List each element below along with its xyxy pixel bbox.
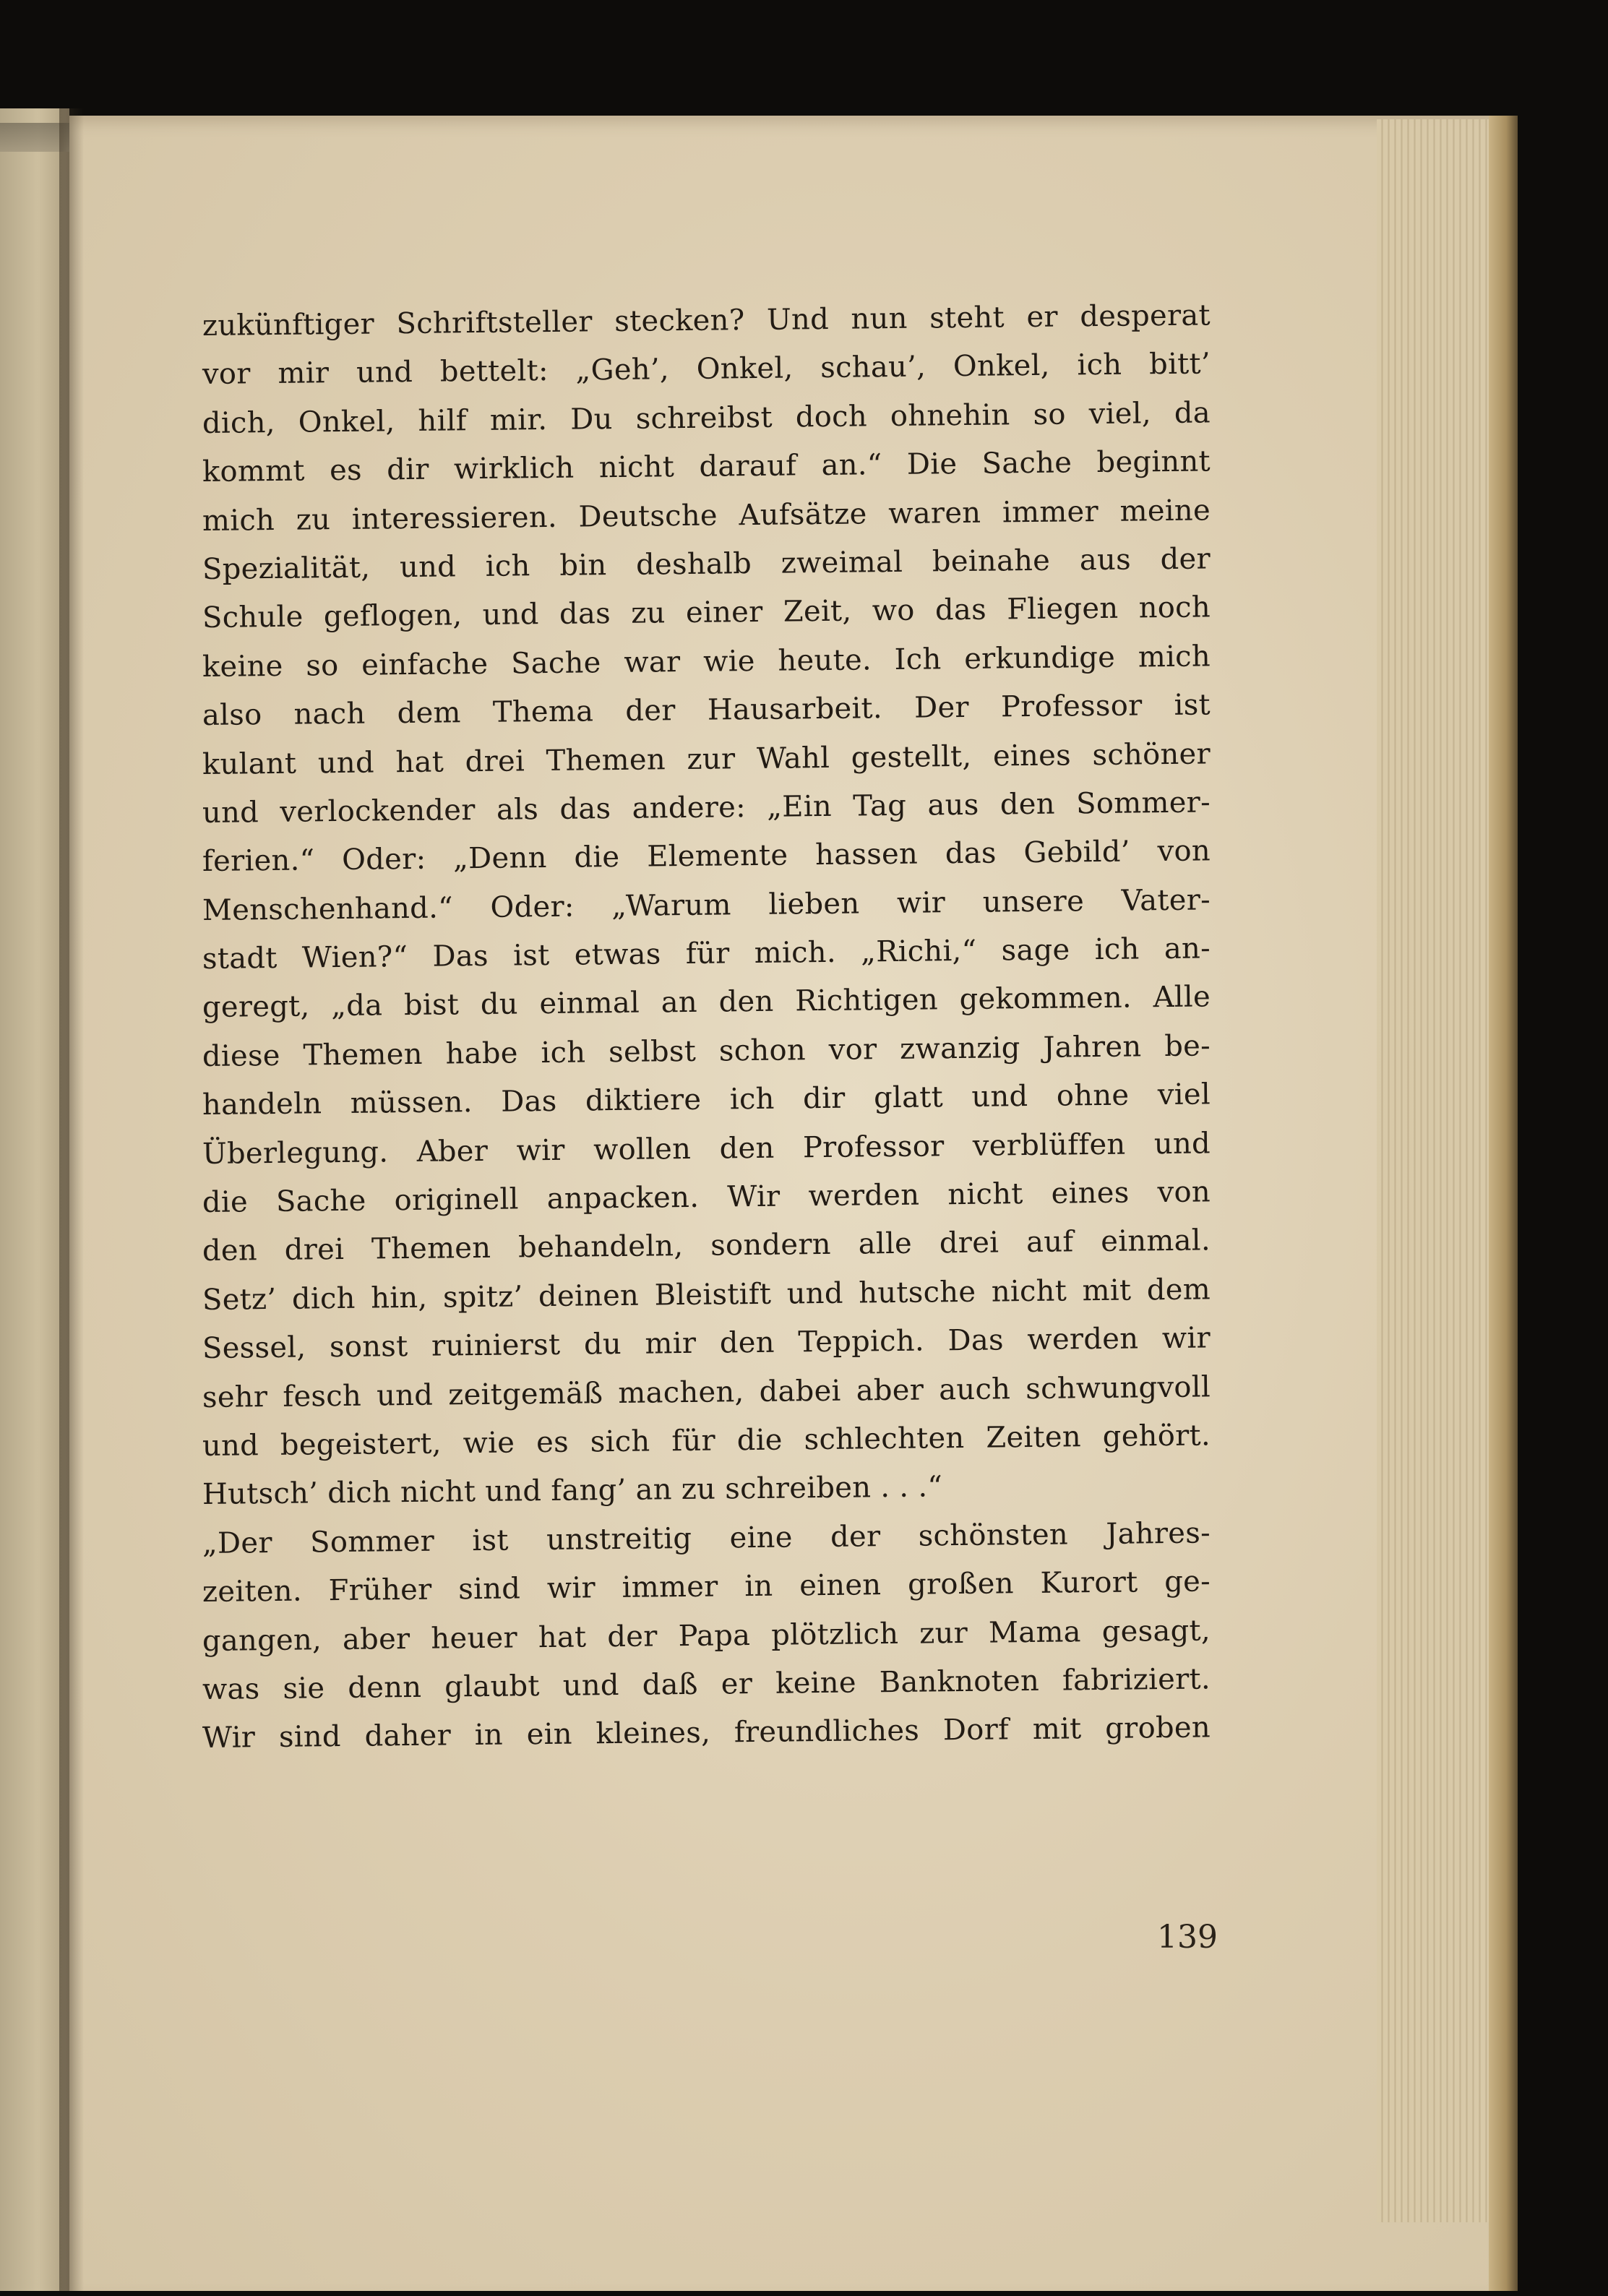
text-line: zukünftiger Schriftsteller stecken? Und nun steht er desperat [202,298,1211,343]
text-line: keine so einfache Sache war wie heute. Ich erkundige mich [202,640,1211,684]
text-line: sehr fesch und zeitgemäß machen, dabei aber auch schwungvoll [202,1370,1211,1414]
text-line: die Sache originell anpacken. Wir werden nicht eines von [202,1175,1211,1220]
text-line: diese Themen habe ich selbst schon vor zwanzig Jahren be- [202,1029,1211,1073]
page-number: 139 [1157,1919,1218,1956]
text-line: Überlegung. Aber wir wollen den Professor verblüffen und [202,1127,1211,1171]
text-line: ferien.“ Oder: „Denn die Elemente hassen das Gebild’ von [202,834,1211,879]
text-line: Setz’ dich hin, spitz’ deinen Bleistift und hutsche nicht mit dem [202,1273,1211,1317]
text-line: vor mir und bettelt: „Geh’, Onkel, schau’, Onkel, ich bitt’ [202,347,1211,392]
text-line: zeiten. Früher sind wir immer in einen großen Kurort ge- [202,1565,1211,1609]
text-line: geregt, „da bist du einmal an den Richtigen gekommen. Alle [202,980,1211,1025]
text-line: Schule geflogen, und das zu einer Zeit, wo das Fliegen noch [202,590,1211,635]
text-line: mich zu interessieren. Deutsche Aufsätze waren immer meine [202,493,1211,538]
text-line: Spezialität, und ich bin deshalb zweimal beinahe aus der [202,542,1211,586]
text-line: handeln müssen. Das diktiere ich dir glatt und ohne viel [202,1078,1211,1122]
text-line: und verlockender als das andere: „Ein Tag aus den Sommer- [202,786,1211,830]
text-line: Hutsch’ dich nicht und fang’ an zu schreiben . . .“ [202,1470,943,1512]
page-body-text [202,298,1211,1763]
text-line: kulant und hat drei Themen zur Wahl gestellt, eines schöner [202,736,1211,781]
text-line: Menschenhand.“ Oder: „Warum lieben wir unsere Vater- [202,883,1211,927]
text-line: kommt es dir wirklich nicht darauf an.“ Die Sache beginnt [202,444,1211,489]
text-line: stadt Wien?“ Das ist etwas für mich. „Richi,“ sage ich an- [202,932,1211,976]
text-line: also nach dem Thema der Hausarbeit. Der Professor ist [202,688,1211,733]
text-line: „Der Sommer ist unstreitig eine der schönsten Jahres- [202,1516,1211,1560]
text-line: den drei Themen behandeln, sondern alle drei auf einmal. [202,1224,1211,1268]
text-line: was sie denn glaubt und daß er keine Banknoten fabriziert. [202,1662,1211,1706]
text-line: und begeistert, wie es sich für die schlechten Zeiten gehört. [202,1419,1211,1463]
text-line: gangen, aber heuer hat der Papa plötzlich zur Mama gesagt, [202,1613,1211,1658]
text-line: dich, Onkel, hilf mir. Du schreibst doch ohnehin so viel, da [202,396,1211,440]
text-line: Sessel, sonst ruinierst du mir den Teppich. Das werden wir [202,1321,1211,1366]
stacked-page-edges [1377,119,1500,2222]
book-cover-edge [1489,116,1518,2291]
text-line: Wir sind daher in ein kleines, freundliches Dorf mit groben [202,1711,1211,1755]
spine-shadow [59,108,84,2291]
